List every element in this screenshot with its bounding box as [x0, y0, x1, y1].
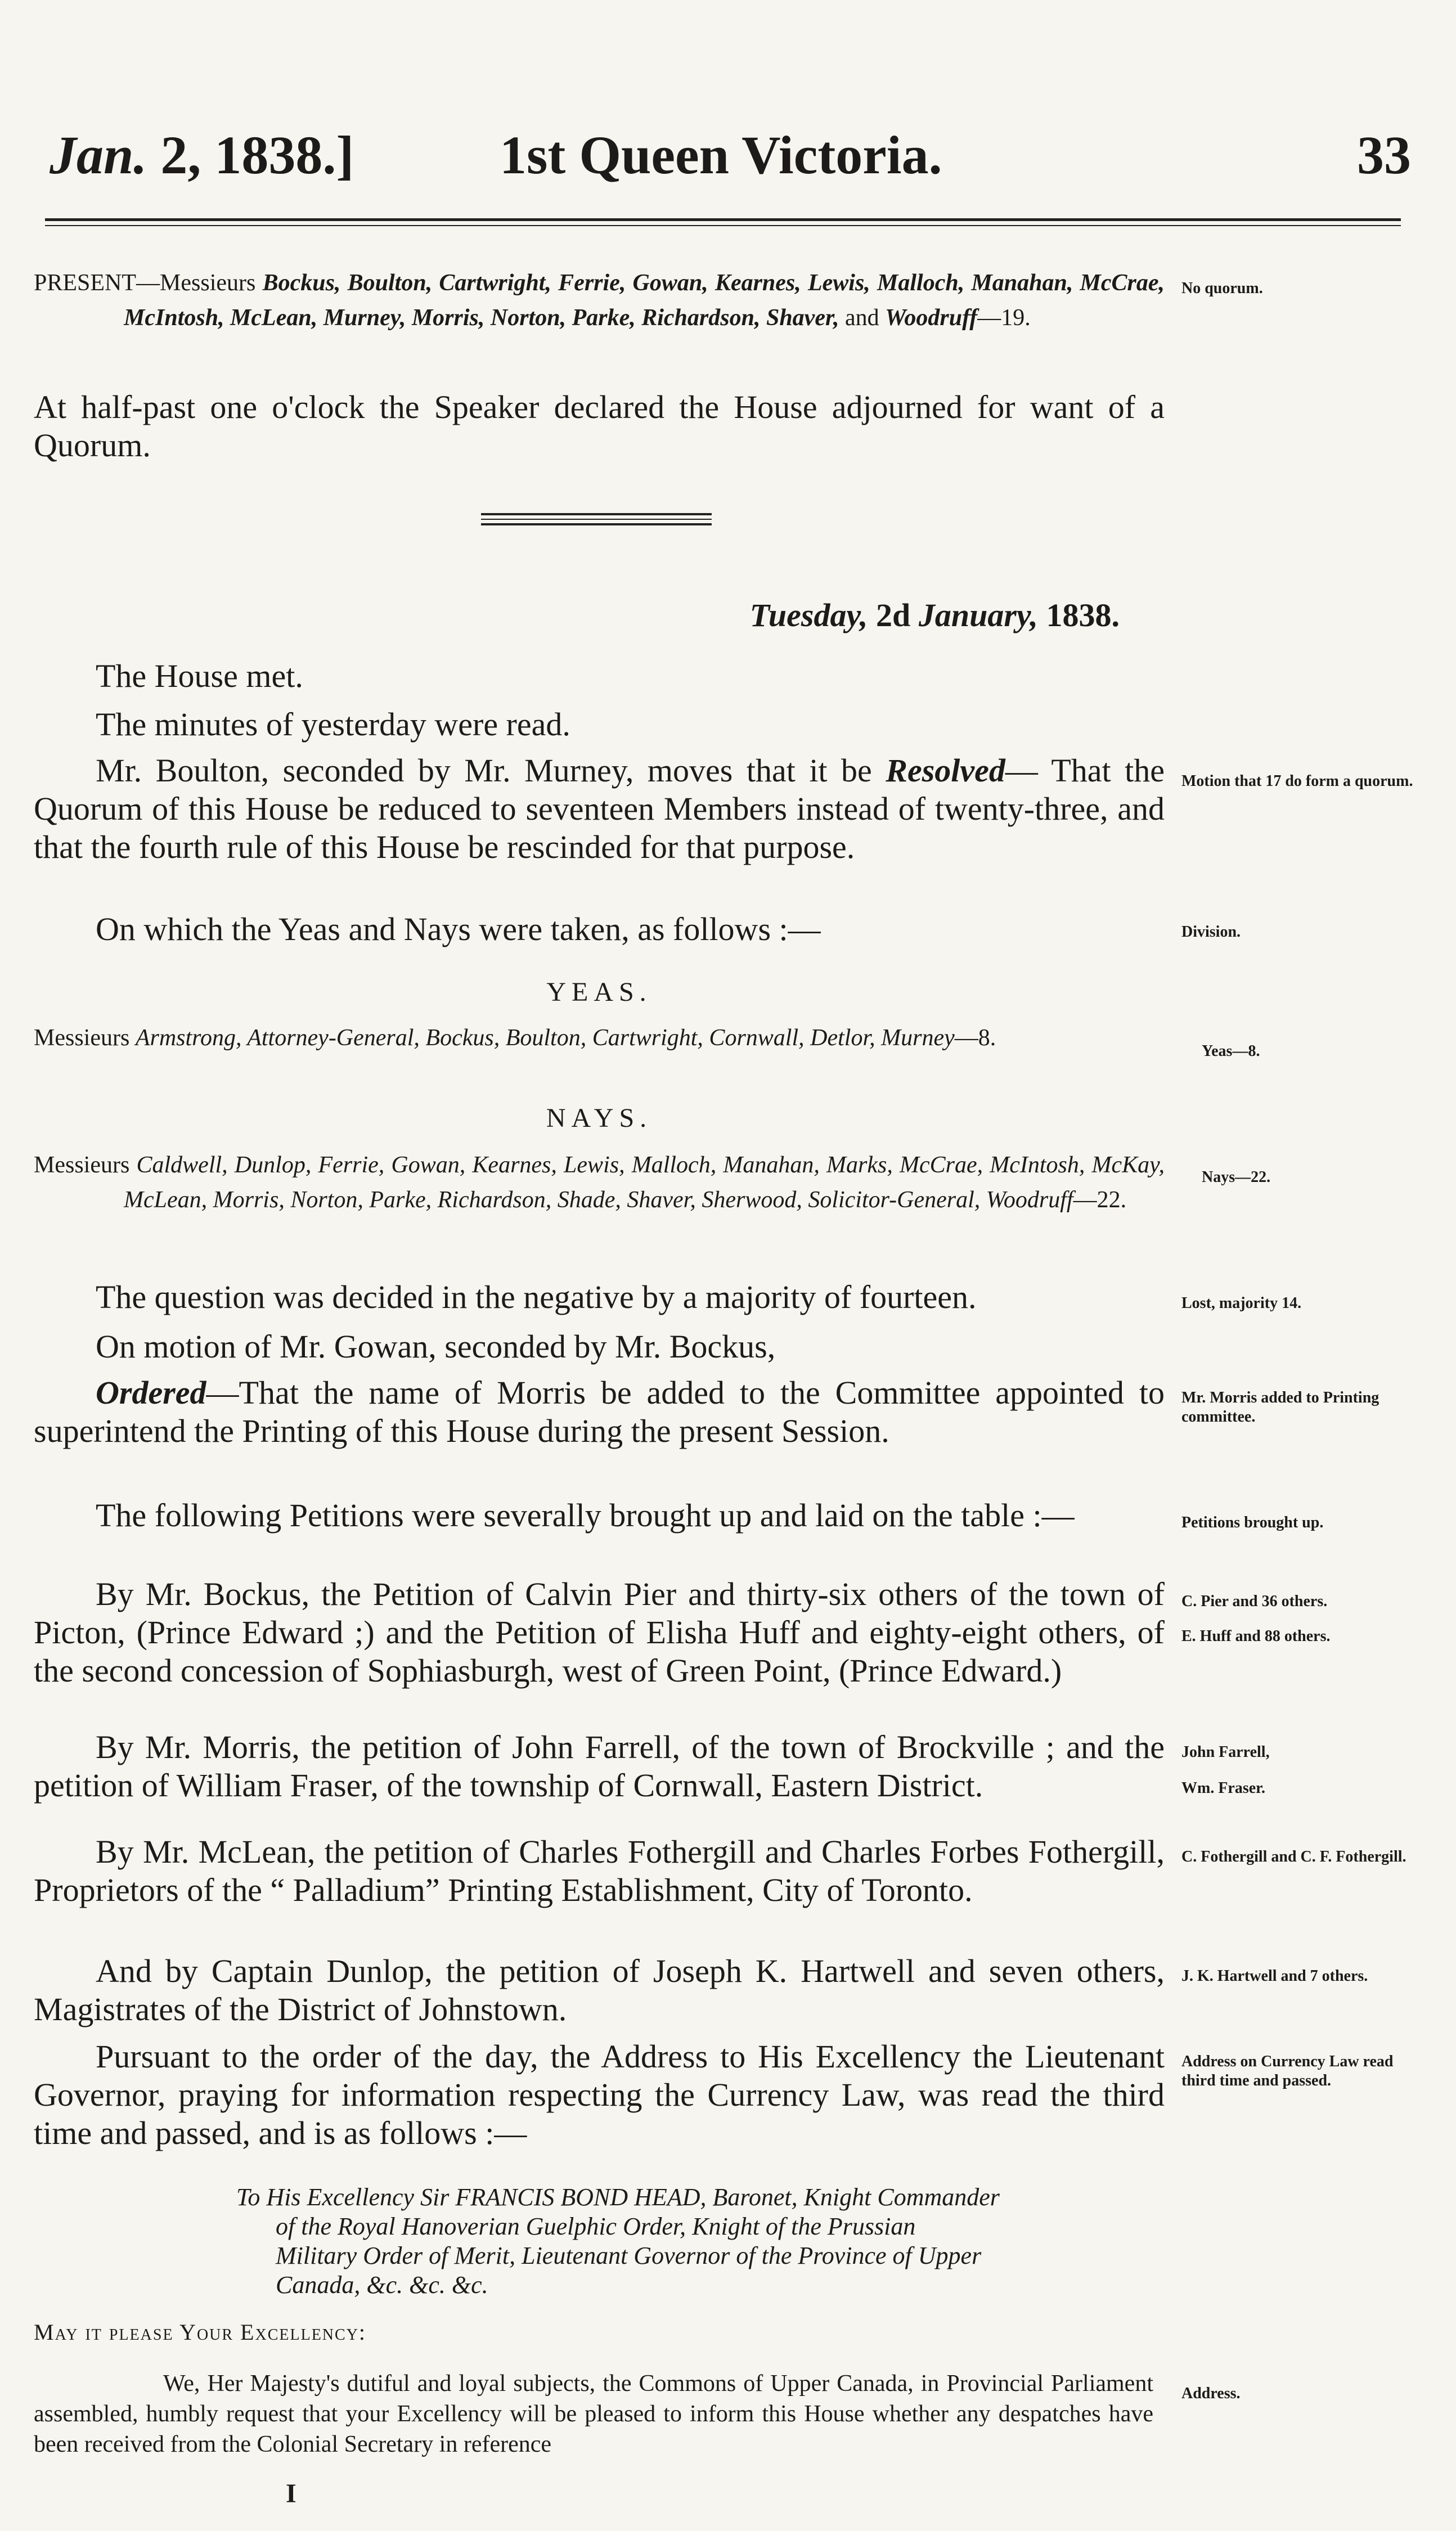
- yeas-list: Messieurs Armstrong, Attorney-General, Bockus, Boulton, Cartwright, Cornwall, Detlor, Murney—8.: [34, 1025, 996, 1051]
- nays-list: Messieurs Caldwell, Dunlop, Ferrie, Gowan, Kearnes, Lewis, Malloch, Manahan, Marks, McCrae, McIntosh, McKay, McLean, Morris, Norton, Parke, Richardson, Shade, Shaver, Sherwood, Solicitor-General, Woodruff—22.: [34, 1152, 1165, 1213]
- pursuant-paragraph: Pursuant to the order of the day, the Address to His Excellency the Lieutenant Governor, praying for information respecting the Currency Law, was read the third time and passed, and is as follows :—: [34, 2038, 1165, 2151]
- address-text: We, Her Majesty's dutiful and loyal subjects, the Commons of Upper Canada, in Provincial Parliament assembled, humbly request that your Excellency will be pleased to inform this House whether any despatches have been received from the Colonial Secretary in reference: [34, 2371, 1153, 2457]
- present-names: Bockus, Boulton, Cartwright, Ferrie, Gowan, Kearnes, Lewis, Malloch, Manahan, McCrae, McIntosh, McLean, Murney, Morris, Norton, Parke, Richardson, Shaver,: [124, 270, 1165, 331]
- header-page-number: 33: [1357, 125, 1411, 185]
- present-paragraph: [34, 266, 1165, 335]
- gowan-paragraph: On motion of Mr. Gowan, seconded by Mr. Bockus,: [96, 1328, 776, 1365]
- motion-text-b: — That the Quorum of this House be reduced to seventeen Members instead of twenty-three, and that the fourth rule of this House be rescinded for that purpose.: [34, 752, 1165, 865]
- adjourn-text: At half-past one o'clock the Speaker declared the House adjourned for want of a Quorum.: [34, 389, 1165, 464]
- margin-note-address: Address.: [1181, 2385, 1241, 2402]
- decided-paragraph: The question was decided in the negative by a majority of fourteen.: [96, 1279, 977, 1315]
- header-date-month: Jan.: [50, 125, 147, 185]
- present-last-name: Woodruff: [885, 305, 978, 331]
- motion-paragraph: [34, 752, 1165, 866]
- day-month: January,: [918, 597, 1038, 633]
- section-separator-2: [481, 519, 712, 520]
- salutation: May it please Your Excellency:: [34, 2319, 367, 2345]
- margin-note-division: Division.: [1181, 923, 1241, 941]
- margin-note-huff: E. Huff and 88 others.: [1181, 1628, 1331, 1645]
- address-heading: [236, 2183, 1159, 2300]
- header-title: 1st Queen Victoria.: [500, 125, 942, 185]
- address-line-1: To His Excellency Sir FRANCIS BOND HEAD, Baronet, Knight Commander: [236, 2183, 1000, 2211]
- dunlop-paragraph: And by Captain Dunlop, the petition of Joseph K. Hartwell and seven others, Magistrates of the District of Johnstown.: [34, 1953, 1165, 2028]
- address-line-4: Canada, &c. &c. &c.: [276, 2271, 488, 2299]
- met-paragraph: The House met.: [96, 658, 303, 694]
- address-line-3: Military Order of Merit, Lieutenant Governor of the Province of Upper: [276, 2242, 982, 2269]
- margin-note-hartwell: J. K. Hartwell and 7 others.: [1181, 1967, 1368, 1985]
- margin-note-petitions: Petitions brought up.: [1181, 1514, 1324, 1531]
- signature-mark: I: [286, 2479, 296, 2508]
- bockus-paragraph: By Mr. Bockus, the Petition of Calvin Pier and thirty-six others of the town of Picton, (Prince Edward ;) and the Petition of Elisha Huff and eighty-eight others, of the second concession of Sophiasburgh, west of Green Point, (Prince Edward.): [34, 1576, 1165, 1689]
- margin-note-fraser: Wm. Fraser.: [1181, 1779, 1266, 1797]
- nays-names: Caldwell, Dunlop, Ferrie, Gowan, Kearnes, Lewis, Malloch, Manahan, Marks, McCrae, McIntosh, McKay, McLean, Morris, Norton, Parke, Richardson, Shade, Shaver, Sherwood, Solicitor-General, Woodruff: [124, 1152, 1165, 1213]
- margin-note-farrell: John Farrell,: [1181, 1743, 1270, 1761]
- day-year: 1838.: [1046, 597, 1120, 633]
- motion-text-a: Mr. Boulton, seconded by Mr. Murney, moves that it be: [96, 752, 872, 789]
- margin-note-currency: Address on Currency Law read third time and passed.: [1181, 2053, 1394, 2089]
- adjourn-paragraph: [34, 388, 1165, 465]
- margin-note-no-quorum: No quorum.: [1181, 280, 1263, 297]
- margin-note-fothergill: C. Fothergill and C. F. Fothergill.: [1181, 1848, 1406, 1865]
- section-separator-3: [481, 523, 712, 525]
- margin-note-pier: C. Pier and 36 others.: [1181, 1593, 1328, 1610]
- division-paragraph: On which the Yeas and Nays were taken, as follows :—: [96, 911, 821, 947]
- section-separator-1: [481, 513, 712, 515]
- present-label: PRESENT—Messieurs: [34, 270, 256, 296]
- ordered-word: Ordered: [96, 1374, 206, 1411]
- margin-note-nays: Nays—22.: [1202, 1168, 1271, 1186]
- day-date: 2d: [876, 597, 911, 633]
- margin-note-motion: Motion that 17 do form a quorum.: [1181, 772, 1413, 790]
- address-body: [34, 2368, 1153, 2460]
- yeas-heading: YEAS.: [546, 977, 652, 1007]
- morris-paragraph: By Mr. Morris, the petition of John Farrell, of the town of Brockville ; and the petition of William Fraser, of the township of Cornwall, Eastern District.: [34, 1729, 1165, 1804]
- petitions-paragraph: The following Petitions were severally brought up and laid on the table :—: [96, 1497, 1075, 1534]
- header-rule-thick: [45, 218, 1401, 221]
- ordered-paragraph: Ordered—That the name of Morris be added to the Committee appointed to superintend the Printing of this House during the present Session.: [34, 1374, 1165, 1449]
- header-date-rest: 2, 1838.]: [160, 125, 354, 185]
- margin-note-lost: Lost, majority 14.: [1181, 1294, 1302, 1312]
- address-line-2: of the Royal Hanoverian Guelphic Order, Knight of the Prussian: [276, 2213, 916, 2240]
- mclean-paragraph: By Mr. McLean, the petition of Charles Fothergill and Charles Forbes Fothergill, Proprietors of the “ Palladium” Printing Establishment, City of Toronto.: [34, 1833, 1165, 1908]
- header-rule-thin: [45, 225, 1401, 226]
- day-heading: [34, 596, 1120, 634]
- motion-resolved: Resolved: [886, 752, 1005, 789]
- minutes-paragraph: The minutes of yesterday were read.: [96, 706, 570, 743]
- present-count: —19.: [977, 305, 1031, 331]
- margin-note-morris-added: Mr. Morris added to Printing committee.: [1181, 1389, 1379, 1426]
- margin-note-yeas: Yeas—8.: [1202, 1042, 1260, 1060]
- present-and: and: [844, 305, 879, 331]
- yeas-names: Armstrong, Attorney-General, Bockus, Boulton, Cartwright, Cornwall, Detlor, Murney: [135, 1025, 955, 1051]
- nays-heading: NAYS.: [546, 1103, 653, 1133]
- day-weekday: Tuesday,: [749, 597, 868, 633]
- header-date: [50, 125, 354, 185]
